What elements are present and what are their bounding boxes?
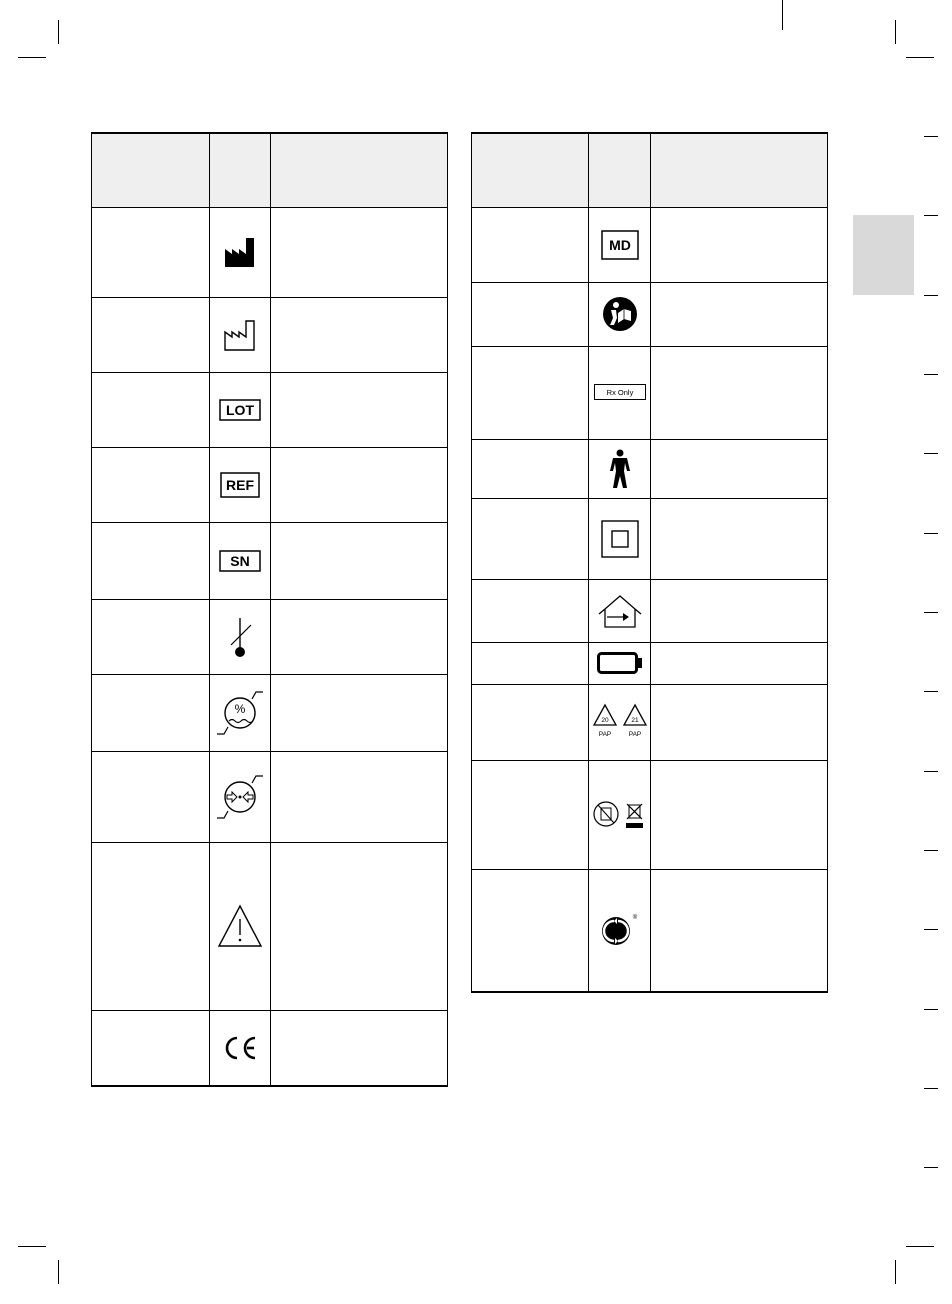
description-cell [651, 346, 828, 439]
crop-mark [895, 20, 896, 44]
term-cell [472, 439, 589, 498]
term-cell [472, 684, 589, 760]
index-tick [924, 1088, 938, 1089]
index-tick [924, 771, 938, 772]
humidity-limit-icon [215, 689, 265, 737]
term-cell [472, 642, 589, 684]
crop-mark [58, 20, 59, 44]
ce-mark-icon [221, 1035, 259, 1061]
indoor-use-icon [595, 593, 645, 629]
description-cell [651, 869, 828, 992]
term-cell [92, 842, 210, 1010]
medical-device-icon [601, 230, 639, 260]
table-row [92, 751, 448, 842]
description-cell [651, 439, 828, 498]
index-tick [924, 1009, 938, 1010]
svg-text:LOT: LOT [226, 401, 254, 418]
symbols-table-left [91, 132, 448, 1087]
svg-text:%: % [234, 701, 246, 716]
table-row [472, 439, 828, 498]
description-cell [271, 751, 448, 842]
header-symbol [589, 133, 651, 207]
manufacturer-icon [223, 235, 257, 269]
description-cell [651, 579, 828, 642]
header-term [472, 133, 589, 207]
svg-text:SN: SN [230, 552, 250, 569]
table-row [472, 346, 828, 439]
svg-text:PAP: PAP [598, 731, 611, 738]
class-ii-equipment-icon [601, 520, 639, 558]
table-row [472, 869, 828, 992]
description-cell [651, 498, 828, 579]
description-cell [271, 522, 448, 599]
index-tick [924, 1167, 938, 1168]
term-cell [92, 751, 210, 842]
table-header-row [472, 133, 828, 207]
pressure-limit-icon [215, 773, 265, 821]
svg-text:REF: REF [226, 476, 254, 493]
header-symbol [210, 133, 271, 207]
rx-only-icon [594, 384, 646, 400]
table-row [92, 599, 448, 674]
battery-icon [597, 652, 643, 674]
paper-recycling-icon [592, 703, 648, 741]
index-tick [924, 691, 938, 692]
term-cell [92, 1010, 210, 1086]
table-row [92, 207, 448, 297]
index-tick [924, 612, 938, 613]
term-cell [472, 579, 589, 642]
type-bf-applied-part-icon [607, 449, 633, 489]
header-description [651, 133, 828, 207]
table-row [92, 297, 448, 372]
term-cell [92, 674, 210, 751]
ref-icon [220, 472, 260, 498]
svg-text:®: ® [632, 915, 637, 922]
description-cell [271, 297, 448, 372]
header-term [92, 133, 210, 207]
index-tick [924, 533, 938, 534]
svg-text:PAP: PAP [628, 731, 641, 738]
description-cell [271, 599, 448, 674]
table-row [472, 760, 828, 869]
crop-mark [18, 57, 46, 58]
svg-text:Rx Only: Rx Only [606, 388, 633, 398]
header-description [271, 133, 448, 207]
description-cell [651, 684, 828, 760]
description-cell [271, 674, 448, 751]
svg-text:20: 20 [600, 717, 609, 724]
term-cell [92, 599, 210, 674]
term-cell [92, 297, 210, 372]
crop-mark [906, 1246, 934, 1247]
table-row [472, 642, 828, 684]
table-row [92, 372, 448, 447]
term-cell [472, 869, 589, 992]
term-cell [92, 207, 210, 297]
crop-mark [782, 0, 783, 30]
lot-icon [219, 399, 261, 421]
weee-disposal-icon [593, 799, 647, 831]
table-row [472, 684, 828, 760]
index-tick [924, 929, 938, 930]
term-cell [472, 282, 589, 346]
date-of-manufacture-icon [223, 318, 257, 352]
index-tick [924, 850, 938, 851]
table-header-row [92, 133, 448, 207]
index-tick [924, 295, 938, 296]
table-row [472, 498, 828, 579]
crop-mark [18, 1246, 46, 1247]
term-cell [92, 522, 210, 599]
table-row [92, 842, 448, 1010]
index-tick [924, 374, 938, 375]
table-row [472, 207, 828, 282]
read-manual-icon [602, 296, 638, 332]
description-cell [271, 372, 448, 447]
green-dot-icon [601, 913, 639, 947]
table-row [472, 579, 828, 642]
description-cell [271, 1010, 448, 1086]
term-cell [92, 447, 210, 522]
svg-text:MD: MD [608, 236, 631, 253]
crop-mark [895, 1260, 896, 1284]
description-cell [271, 207, 448, 297]
table-row [92, 447, 448, 522]
svg-text:21: 21 [630, 717, 639, 724]
index-tick [924, 136, 938, 137]
description-cell [651, 282, 828, 346]
caution-icon [217, 904, 263, 948]
section-thumb-tab [853, 215, 914, 295]
term-cell [472, 207, 589, 282]
term-cell [92, 372, 210, 447]
index-tick [924, 215, 938, 216]
table-row [92, 522, 448, 599]
table-row [92, 674, 448, 751]
symbols-table-right [471, 132, 828, 993]
temperature-limit-icon [225, 615, 255, 659]
description-cell [651, 642, 828, 684]
term-cell [472, 498, 589, 579]
description-cell [271, 447, 448, 522]
serial-number-icon [219, 550, 261, 572]
description-cell [651, 207, 828, 282]
term-cell [472, 346, 589, 439]
crop-mark [906, 57, 934, 58]
index-tick [924, 453, 938, 454]
term-cell [472, 760, 589, 869]
crop-mark [58, 1260, 59, 1284]
table-row [472, 282, 828, 346]
description-cell [651, 760, 828, 869]
description-cell [271, 842, 448, 1010]
table-row [92, 1010, 448, 1086]
